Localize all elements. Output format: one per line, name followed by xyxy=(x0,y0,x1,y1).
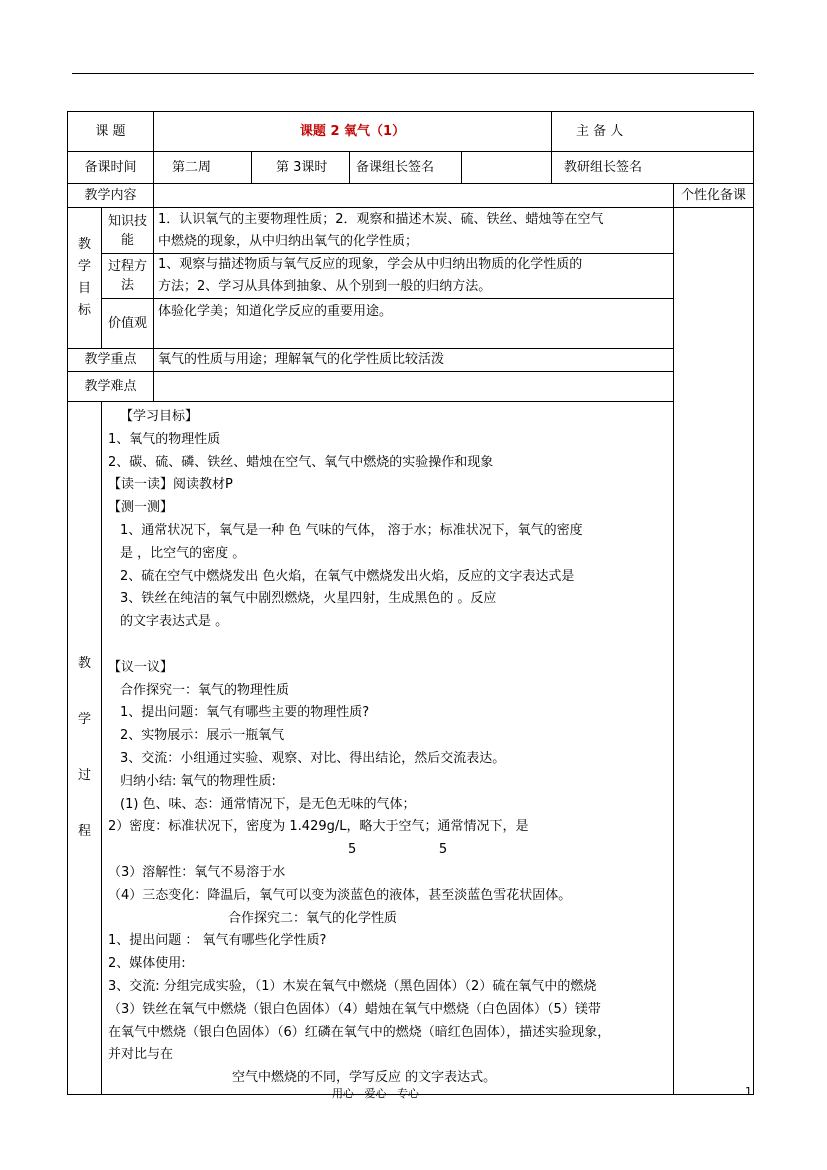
process-line: 3、交流：小组通过实验、观察、对比、得出结论，然后交流表达。 xyxy=(120,750,506,766)
process-line xyxy=(108,634,667,657)
difficulties-text xyxy=(154,372,674,402)
group-sign-label: 备课组长签名 xyxy=(350,152,462,184)
goal-text-knowledge: 1．认识氧气的主要物理性质；2．观察和描述木炭、硫、铁丝、蜡烛等在空气 中燃烧的现象，从中归纳出氧气的化学性质； xyxy=(154,208,674,254)
process-line: 3、交流: 分组完成实验，（1）木炭在氧气中燃烧（黑色固体）（2）硫在氧气中的燃烧 xyxy=(108,978,597,994)
process-line: 是 ，比空气的密度 。 xyxy=(120,545,246,561)
lesson-plan-table xyxy=(67,111,754,1095)
course-label: 课 题 xyxy=(68,112,154,152)
header-rule xyxy=(72,73,754,74)
process-line: 2）密度：标准状况下，密度为 1.429g/L，略大于空气；通常情况下，是 xyxy=(108,819,529,835)
process-line: 1、氧气的物理性质 xyxy=(108,431,221,447)
process-line: 2、媒体使用: xyxy=(108,956,186,972)
content-value xyxy=(154,184,674,208)
group-sign-value xyxy=(462,152,552,184)
goal-text-values: 体验化学美；知道化学反应的重要用途。 xyxy=(154,299,674,349)
process-line: （3）溶解性：氧气不易溶于水 xyxy=(108,864,286,880)
process-line: （3）铁丝在氧气中燃烧（银白色固体）（4）蜡烛在氧气中燃烧（白色固体）（5）镁带 xyxy=(108,1001,601,1017)
process-line: （4）三态变化：降温后，氧气可以变为淡蓝色的液体，甚至淡蓝色雪花状固体。 xyxy=(108,887,572,903)
week: 第二周 xyxy=(154,152,252,184)
process-line: 2、实物展示：展示一瓶氧气 xyxy=(120,728,285,744)
process-line: 1、通常状况下，氧气是一种 色 气味的气体， 溶于水；标准状况下，氧气的密度 xyxy=(120,522,583,538)
process-line: 合作探究一：氧气的物理性质 xyxy=(120,682,290,698)
process-line: 在氧气中燃烧（银白色固体）（6）红磷在氧气中的燃烧（暗红色固体），描述实验现象， xyxy=(108,1024,611,1040)
time-label: 备课时间 xyxy=(68,152,154,184)
process-line: 1、提出问题：氧气有哪些主要的物理性质? xyxy=(120,705,370,721)
goal-label-knowledge: 知识技能 xyxy=(102,208,154,254)
course-title: 课题 2 氧气（1） xyxy=(154,112,552,152)
process-line: (1) 色、味、态：通常情况下，是无色无味的气体； xyxy=(120,796,416,812)
process-line: 2、硫在空气中燃烧发出 色火焰，在氧气中燃烧发出火焰，反应的文字表达式是 xyxy=(120,568,575,584)
footer-slogan: 用心 爱心 专心 xyxy=(332,1087,419,1100)
period: 第 3课时 xyxy=(252,152,350,184)
difficulties-label: 教学难点 xyxy=(68,372,154,402)
process-line: 空气中燃烧的不同，学写反应 的文字表达式。 xyxy=(232,1070,497,1086)
process-line: 1、提出问题 ： 氧气有哪些化学性质? xyxy=(108,933,327,949)
goal-text-process: 1、观察与描述物质与氧气反应的现象，学会从中归纳出物质的化学性质的 方法；2、学习从具体到抽象、从个别到一般的归纳方法。 xyxy=(154,254,674,299)
process-line: 5 5 xyxy=(348,842,448,858)
key-points-label: 教学重点 xyxy=(68,349,154,372)
key-points-text: 氧气的性质与用途；理解氧气的化学性质比较活泼 xyxy=(154,349,674,372)
process-line: 2、碳、硫、磷、铁丝、蜡烛在空气、氧气中燃烧的实验操作和现象 xyxy=(108,454,494,470)
preparer-label: 主 备 人 xyxy=(552,112,754,152)
process-line: 3、铁丝在纯洁的氧气中剧烈燃烧，火星四射，生成黑色的 。反应 xyxy=(120,591,497,607)
personal-label: 个性化备课 xyxy=(674,184,754,208)
process-content xyxy=(102,402,674,1095)
process-line: 并对比与在 xyxy=(108,1047,174,1063)
process-line: 【测一测】 xyxy=(108,500,174,516)
process-line: 归纳小结: 氧气的物理性质: xyxy=(120,773,276,789)
process-line: 【学习目标】 xyxy=(120,409,199,424)
process-line: 合作探究二：氧气的化学性质 xyxy=(228,910,398,926)
page-number: 1 xyxy=(745,1085,752,1098)
process-line: 【读一读】阅读教材P xyxy=(108,477,233,493)
goals-label: 教 学 目 标 xyxy=(68,208,102,349)
process-label: 教 学 过 程 xyxy=(68,402,102,1095)
content-label: 教学内容 xyxy=(68,184,154,208)
goal-label-values: 价值观 xyxy=(102,299,154,349)
process-line: 【议一议】 xyxy=(108,659,174,675)
goal-label-process: 过程方法 xyxy=(102,254,154,299)
process-line: 的文字表达式是 。 xyxy=(120,614,229,630)
research-sign-label: 教研组长签名 xyxy=(552,152,754,184)
personal-column xyxy=(674,208,754,1095)
